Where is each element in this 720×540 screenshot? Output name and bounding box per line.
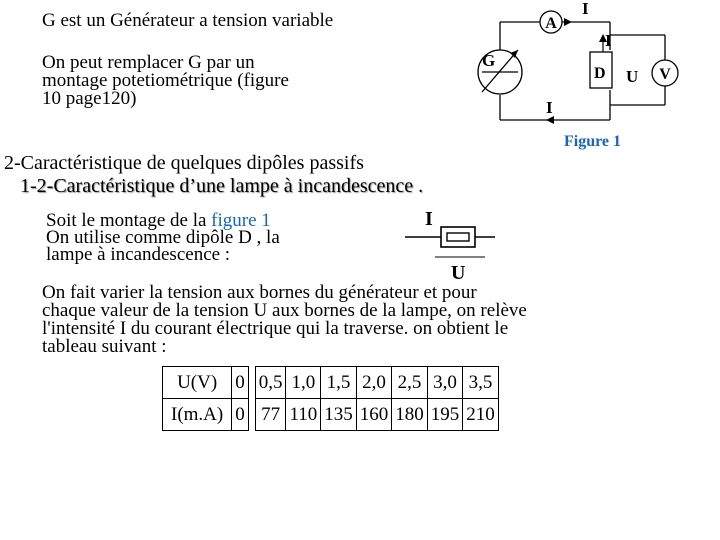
lamp-diagram [395, 205, 505, 285]
table-cell: 160 [356, 399, 392, 431]
body-paragraph-2 [42, 284, 527, 356]
intro-para-line-2: montage potetiométrique (figure [42, 70, 289, 91]
table-cell: 0 [232, 367, 249, 399]
table-cell: 0 [232, 399, 249, 431]
circuit-diagram [460, 0, 720, 160]
intro-paragraph [42, 54, 289, 108]
ammeter-label: A [545, 15, 557, 32]
section-subtitle: 1-2-Caractéristique d’une lampe à incandescence . [20, 175, 424, 197]
current-label-top: I [582, 0, 589, 18]
table-cell: 2,5 [392, 367, 428, 399]
current-arrow-bottom [546, 116, 554, 124]
measurement-table [162, 366, 499, 431]
current-label-bottom: I [546, 98, 553, 117]
table-row-current [163, 399, 499, 431]
body-line-1: Soit le montage de la figure 1 [46, 210, 271, 231]
lamp-current-label: I [425, 208, 433, 230]
body2-line-4: tableau suivant : [42, 336, 167, 357]
table-cell: 3,0 [427, 367, 463, 399]
body2-line-3: l'intensité I du courant électrique qui la traverse. on obtient le [42, 318, 509, 339]
table-cell: 1,0 [286, 367, 321, 399]
table-cell: 180 [392, 399, 428, 431]
table-row-label: I(m.A) [163, 399, 232, 431]
table-cell: 3,5 [463, 367, 499, 399]
body2-line-1: On fait varier la tension aux bornes du générateur et pour [42, 282, 477, 303]
table-cell: 110 [286, 399, 321, 431]
table-row-voltage [163, 367, 499, 399]
table-cell: 1,5 [321, 367, 357, 399]
current-arrow-top [564, 18, 572, 26]
table-cell: 2,0 [356, 367, 392, 399]
lamp-voltage-label: U [451, 262, 466, 284]
table-row-label: U(V) [163, 367, 232, 399]
body-paragraph-1 [46, 212, 280, 263]
body2-line-2: chaque valeur de la tension U aux bornes de la lampe, on relève [42, 300, 527, 321]
body-line-3: lampe à incandescence : [46, 244, 231, 265]
table-cell: 0,5 [255, 367, 286, 399]
table-cell: 210 [463, 399, 499, 431]
voltmeter-label: V [659, 66, 671, 83]
intro-line: G est un Générateur a tension variable [42, 10, 334, 31]
section-title: 2-Caractéristique de quelques dipôles passifs [4, 152, 364, 174]
table-cell: 195 [427, 399, 463, 431]
table-cell: 77 [255, 399, 286, 431]
intro-para-line-1: On peut remplacer G par un [42, 52, 255, 73]
body-line-2: On utilise comme dipôle D , la [46, 227, 280, 248]
table-cell: 135 [321, 399, 357, 431]
figure-1-link[interactable]: figure 1 [211, 210, 271, 231]
voltage-label: U [626, 67, 639, 86]
dipole-label: D [594, 65, 606, 82]
intro-para-line-3: 10 page120) [42, 88, 137, 109]
current-label-right: I [605, 31, 612, 50]
generator-label: G [482, 51, 496, 70]
figure-caption: Figure 1 [564, 133, 622, 150]
